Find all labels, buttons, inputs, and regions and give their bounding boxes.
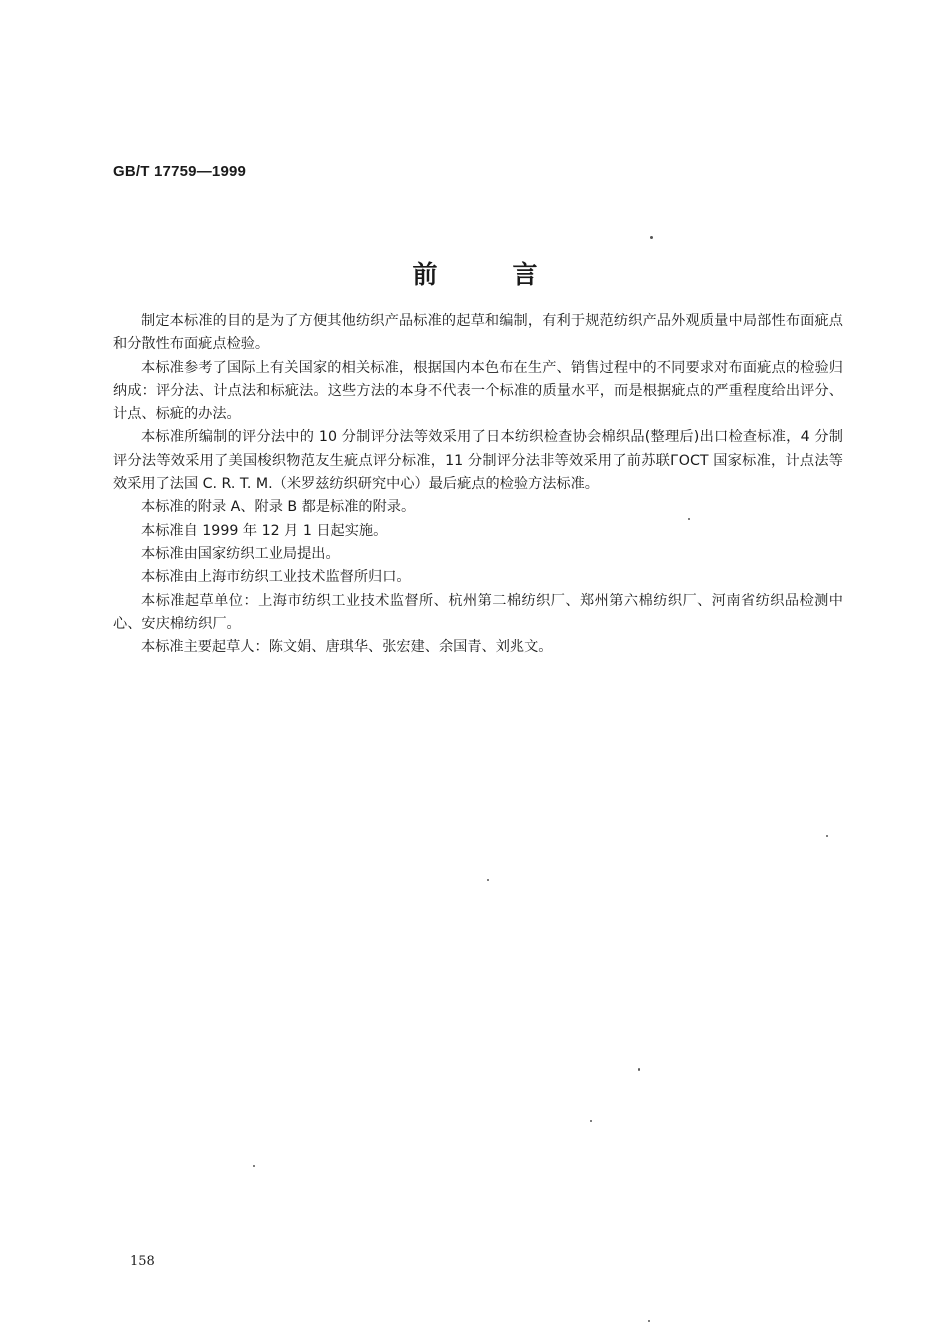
- scan-speck: [648, 1320, 650, 1322]
- paragraph-proposer: 本标准由国家纺织工业局提出。: [141, 545, 340, 562]
- page-number: 158: [130, 1254, 155, 1269]
- scan-speck: [253, 1165, 255, 1167]
- paragraph-references: 本标准参考了国际上有关国家的相关标准，根据国内本色布在生产、销售过程中的不同要求对布面疵点的检验归纳成：评分法、计点法和标疵法。这些方法的本身不代表一个标准的质量水平，而是根据疵点的严重程度给出评分、计点、标疵的办法。: [113, 359, 843, 423]
- scan-speck: [487, 879, 489, 881]
- standard-code: GB/T 17759—1999: [113, 163, 247, 180]
- scan-speck: [650, 236, 653, 239]
- scan-speck: [826, 835, 828, 837]
- scan-speck: [688, 518, 690, 520]
- paragraph-appendices: 本标准的附录 A、附录 B 都是标准的附录。: [141, 499, 416, 516]
- page-title: [0, 255, 950, 291]
- paragraph-responsible-unit: 本标准由上海市纺织工业技术监督所归口。: [141, 569, 411, 586]
- paragraph-effective-date: 本标准自 1999 年 12 月 1 日起实施。: [141, 522, 388, 539]
- paragraph-scoring-methods: 本标准所编制的评分法中的 10 分制评分法等效采用了日本纺织检查协会棉织品(整理后)出口检查标准，4 分制评分法等效采用了美国梭织物范友生疵点评分标准，11 分制评分法非等效采用了前苏联ГОСТ 国家标准，计点法等效采用了法国 C. R. T. M.（米罗兹纺织研究中心）最后疵点的检验方法标准。: [113, 429, 843, 493]
- scan-speck: [590, 1120, 592, 1122]
- foreword-body: [113, 310, 843, 659]
- scan-speck: [638, 1068, 640, 1071]
- paragraph-drafters: 本标准主要起草人：陈文娟、唐琪华、张宏建、余国青、刘兆文。: [141, 639, 553, 656]
- title-char-2: 言: [512, 260, 538, 289]
- title-char-1: 前: [412, 260, 438, 289]
- paragraph-drafting-units: 本标准起草单位：上海市纺织工业技术监督所、杭州第二棉纺织厂、郑州第六棉纺织厂、河南省纺织品检测中心、安庆棉纺织厂。: [113, 592, 843, 632]
- paragraph-purpose: 制定本标准的目的是为了方便其他纺织产品标准的起草和编制，有利于规范纺织产品外观质量中局部性布面疵点和分散性布面疵点检验。: [113, 313, 843, 353]
